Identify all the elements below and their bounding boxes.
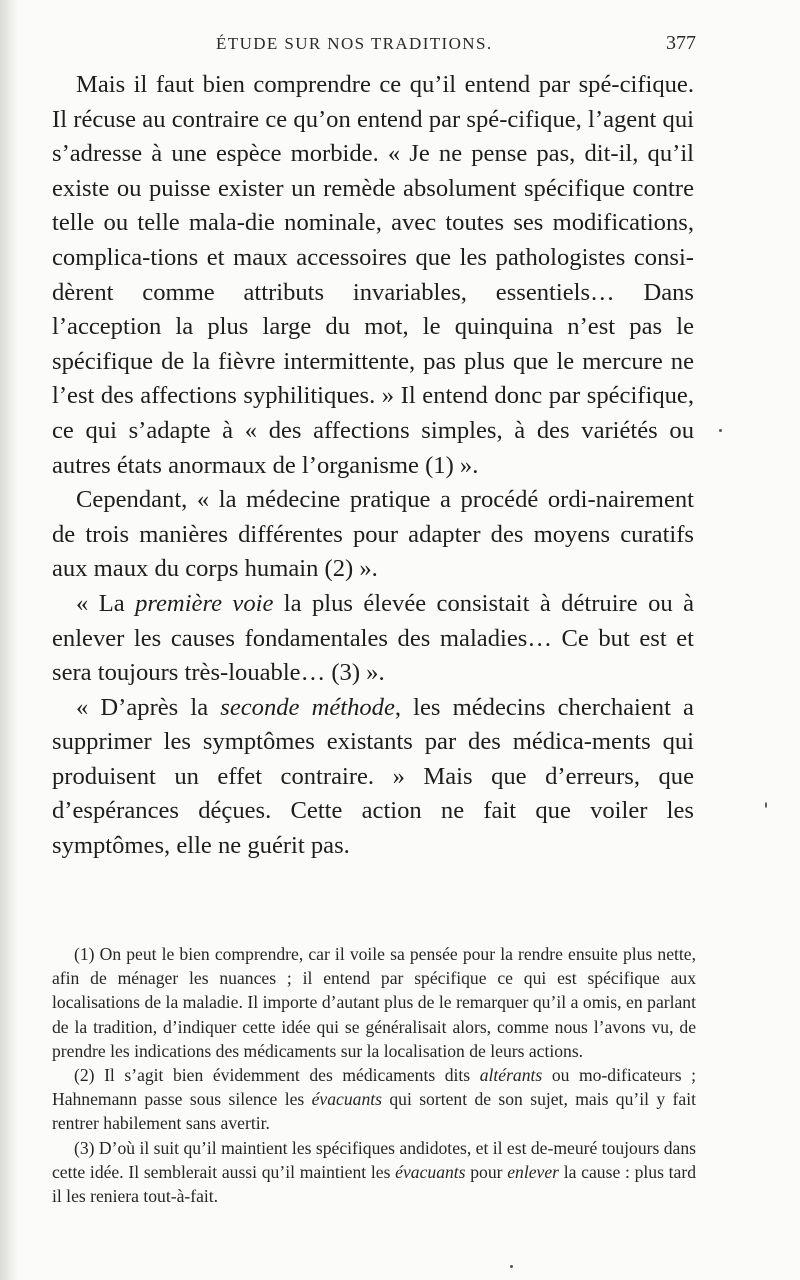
ink-speck — [719, 429, 722, 432]
ink-speck — [765, 802, 767, 808]
footnote-3-emphasis-2: enlever — [507, 1161, 560, 1182]
paragraph-3-lead: « La — [76, 589, 136, 617]
footnote-2-emphasis-1: altérants — [479, 1065, 543, 1086]
page-number: 377 — [666, 32, 696, 54]
footnote-2 — [52, 1063, 696, 1136]
paragraph-3-emphasis: première voie — [135, 589, 274, 617]
footnote-1: (1) On peut le bien comprendre, car il voile sa pensée pour la rendre ensuite plus nette, afin de ménager les nuances ; il entend par spécifique ce qui est spécifique aux localisations de la maladie. Il importe d’autant plus de le remarquer qu’il a omis, en parlant de la tradition, d’indiquer cette idée qui se généralisait alors, comme nous l’avons vu, de prendre les indications des médicaments sur la localisation de leurs actions. — [52, 944, 696, 1061]
page-header — [52, 34, 696, 58]
running-head: ÉTUDE SUR NOS TRADITIONS. — [216, 34, 493, 53]
main-text — [52, 68, 694, 864]
paragraph-3-rest: la plus élevée consistait à détruire ou à enlever les causes fondamentales des maladies… Ce but est et sera toujours très-louable… (3) ». — [52, 589, 694, 687]
paragraph-4-emphasis: seconde méthode — [220, 693, 395, 721]
footnotes — [52, 942, 696, 1208]
footnote-2-lead: (2) Il s’agit bien évidemment des médicaments dits — [74, 1065, 480, 1086]
footnote-3 — [52, 1136, 696, 1209]
ink-speck — [510, 1265, 513, 1268]
paragraph-4-rest: , les médecins cherchaient a supprimer les symptômes existants par des médica-ments qui produisent un effet contraire. » Mais que d’erreurs, que d’espérances déçues. Cette action ne fait que voiler les symptômes, elle ne guérit pas. — [52, 693, 694, 860]
paragraph-4-lead: « D’après la — [76, 693, 221, 721]
paragraph-4 — [52, 691, 694, 864]
paragraph-1: Mais il faut bien comprendre ce qu’il entend par spé-cifique. Il récuse au contraire ce qu’on entend par spé-cifique, l’agent qui s’adresse à une espèce morbide. « Je ne pense pas, dit-il, qu’il existe ou puisse exister un remède absolument spécifique contre telle ou telle mala-die nominale, avec toutes ses modifications, complica-tions et maux accessoires que les pathologistes consi-dèrent comme attributs invariables, essentiels… Dans l’acception la plus large du mot, le quinquina n’est pas le spécifique de la fièvre intermittente, pas plus que le mercure ne l’est des affections syphilitiques. » Il entend donc par spécifique, ce qui s’adapte à « des affections simples, à des variétés ou autres états anormaux de l’organisme (1) ». — [52, 71, 694, 479]
footnote-3-lead: (3) D’où il suit qu’il maintient les spécifiques andidotes, et il est de-meuré toujours dans cette idée. Il semblerait aussi qu’il maintient les — [52, 1137, 697, 1182]
footnote-2-middle: ou mo-dificateurs ; Hahnemann passe sous silence les — [52, 1065, 696, 1110]
footnote-3-middle: pour — [465, 1161, 508, 1182]
footnote-3-rest: la cause : plus tard il les reniera tout-à-fait. — [52, 1161, 697, 1207]
footnote-2-rest: qui sortent de son sujet, mais qu’il y fait rentrer habilement sans avertir. — [52, 1089, 696, 1134]
footnote-2-emphasis-2: évacuants — [311, 1089, 382, 1110]
paragraph-3 — [52, 587, 694, 691]
footnote-3-emphasis-1: évacuants — [395, 1161, 466, 1182]
binding-shadow — [0, 0, 18, 1280]
paragraph-2: Cependant, « la médecine pratique a procédé ordi-nairement de trois manières différentes pour adapter des moyens curatifs aux maux du corps humain (2) ». — [52, 486, 694, 583]
